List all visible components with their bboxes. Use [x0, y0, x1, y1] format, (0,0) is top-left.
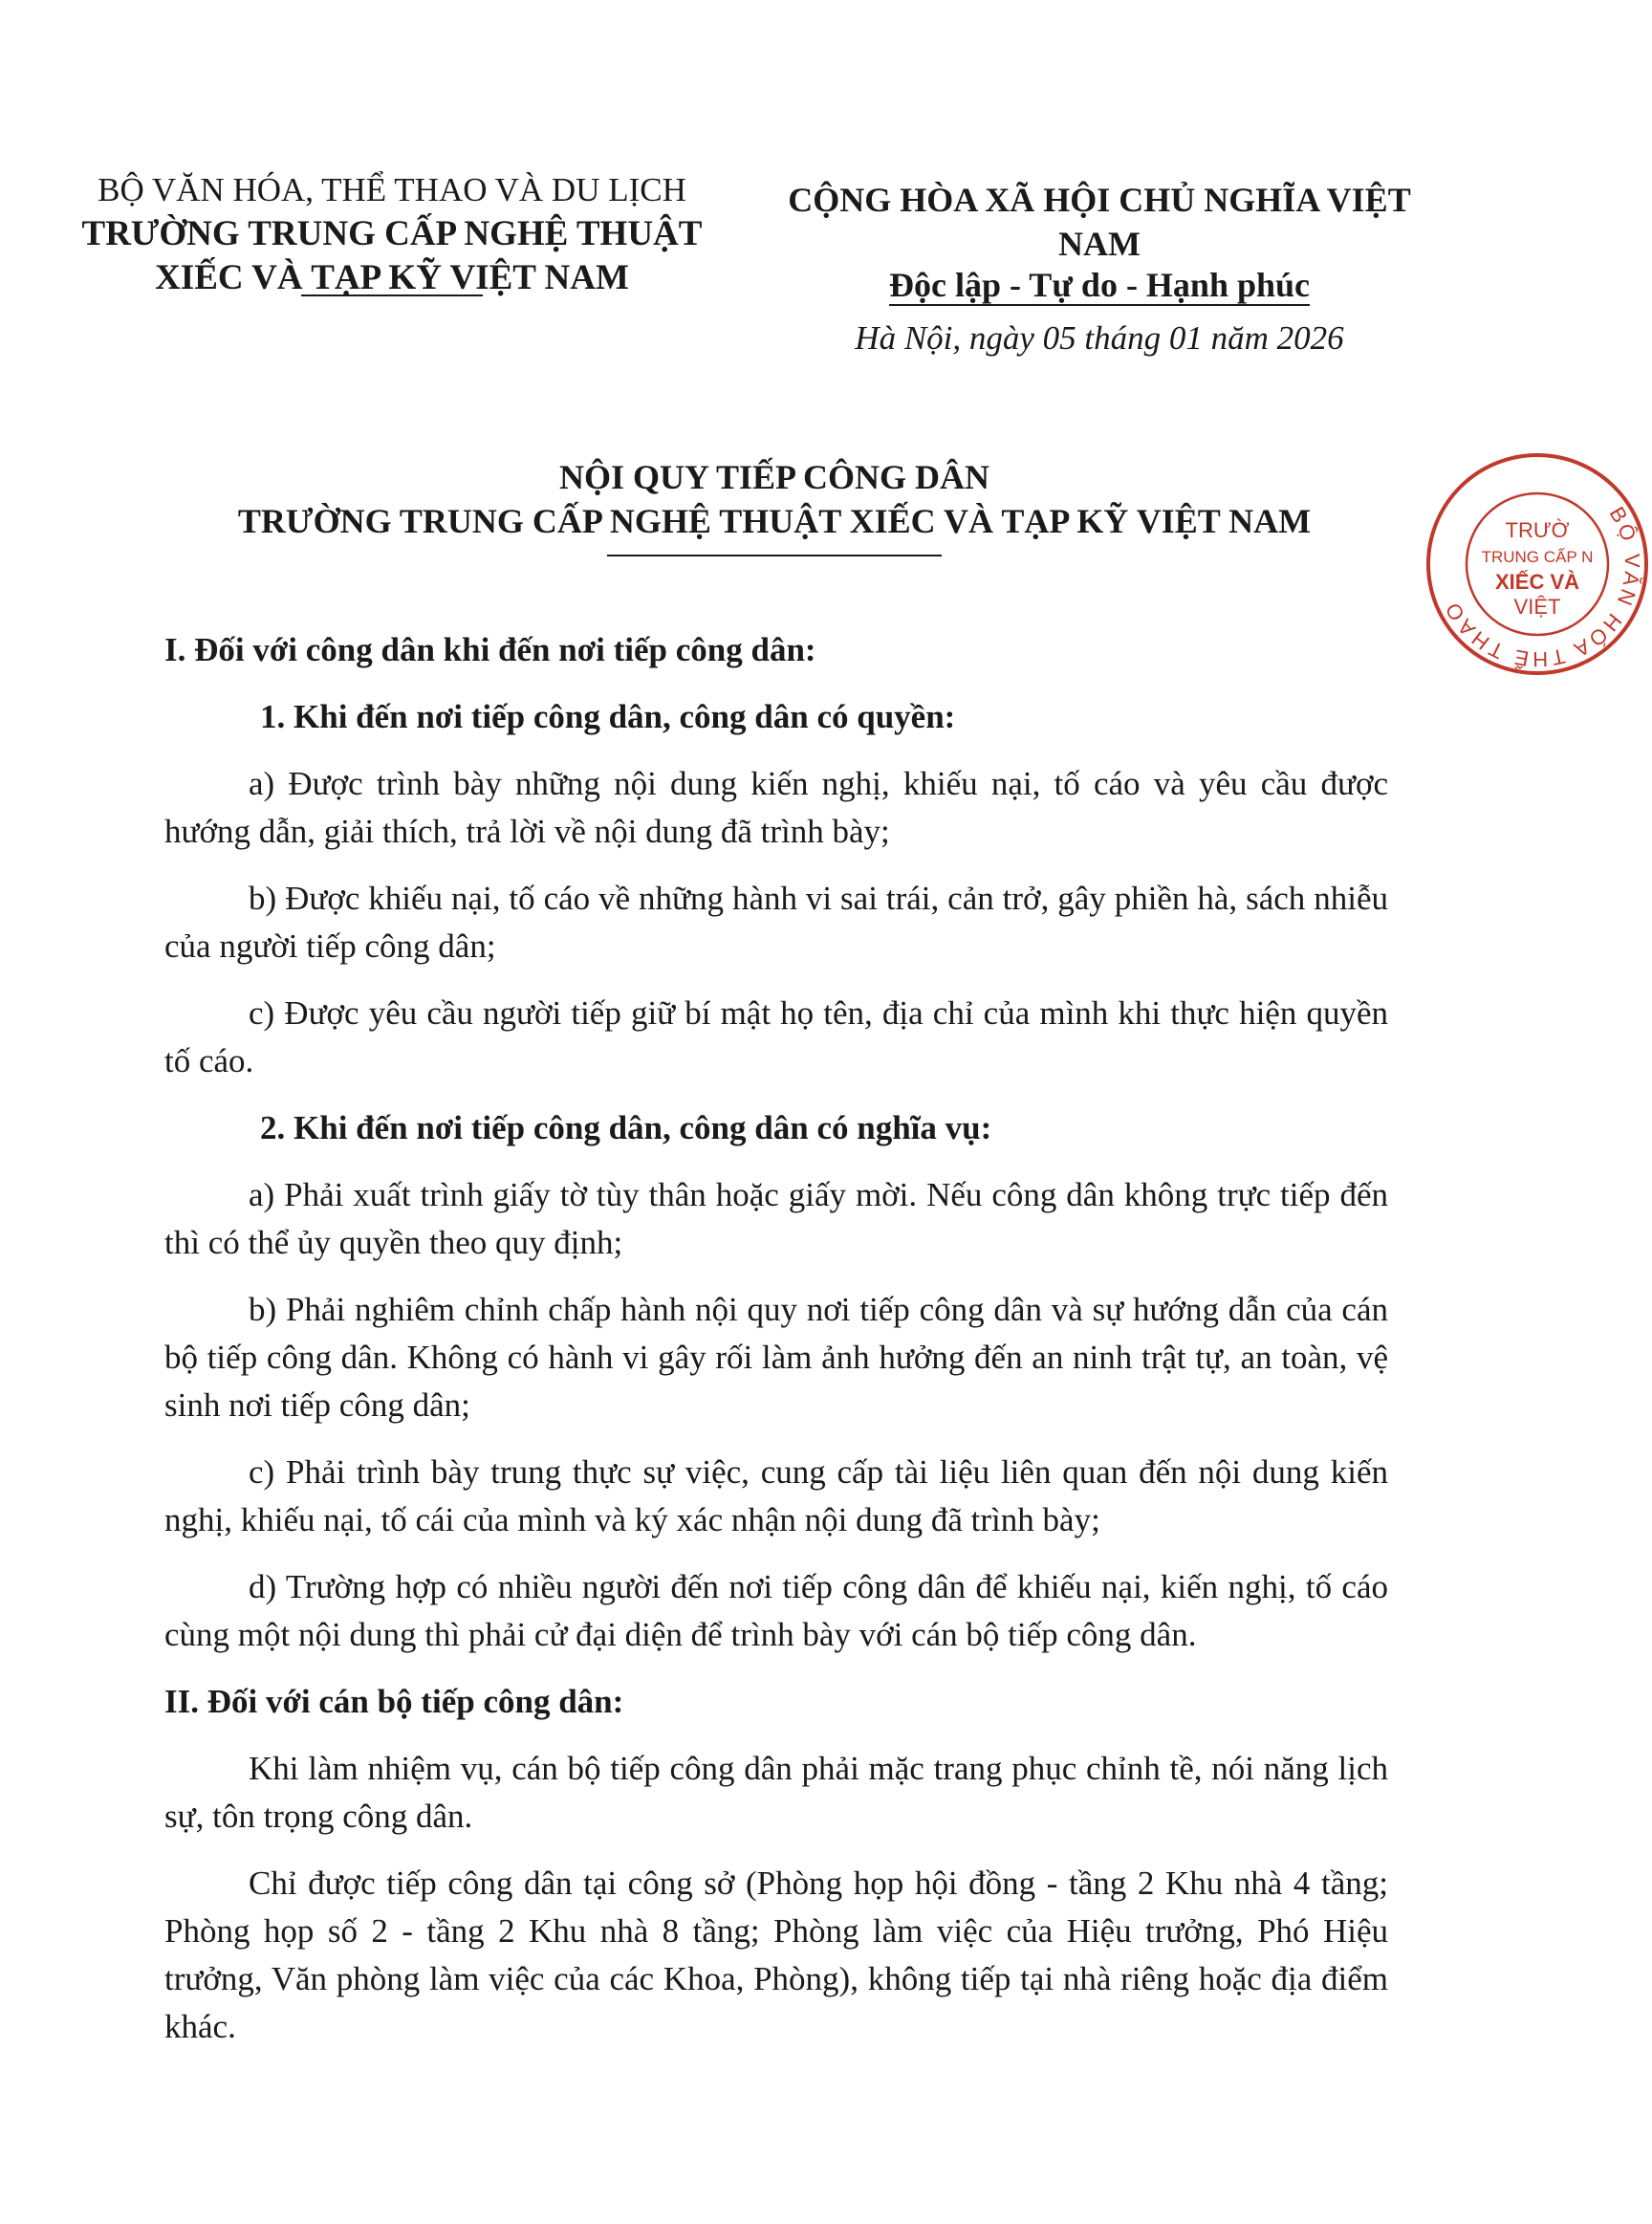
duties-item-a: a) Phải xuất trình giấy tờ tùy thân hoặc giấy mời. Nếu công dân không trực tiếp đến thì có thể ủy quyền theo quy định;: [164, 1176, 1388, 1261]
section1-sub2-heading: 2. Khi đến nơi tiếp công dân, công dân có nghĩa vụ:: [260, 1109, 992, 1146]
rights-item-c: c) Được yêu cầu người tiếp giữ bí mật họ tên, địa chỉ của mình khi thực hiện quyền tố cáo.: [164, 994, 1388, 1079]
duties-item-d: d) Trường hợp có nhiều người đến nơi tiếp công dân để khiếu nại, kiến nghị, tố cáo cùng một nội dung thì phải cử đại diện để trình bày với cán bộ tiếp công dân.: [164, 1568, 1388, 1653]
section2-paragraph-1: Khi làm nhiệm vụ, cán bộ tiếp công dân phải mặc trang phục chỉnh tề, nói năng lịch sự, tôn trọng công dân.: [164, 1750, 1388, 1835]
national-header: [746, 178, 1453, 315]
section2-heading: II. Đối với cán bộ tiếp công dân:: [164, 1683, 624, 1720]
issuing-agency-header: [57, 168, 727, 296]
section1-sub1-heading: 1. Khi đến nơi tiếp công dân, công dân có quyền:: [260, 698, 956, 735]
duties-item-b: b) Phải nghiêm chỉnh chấp hành nội quy nơi tiếp công dân và sự hướng dẫn của cán bộ tiếp công dân. Không có hành vi gây rối làm ảnh hưởng đến an ninh trật tự, an toàn, vệ sinh nơi tiếp công dân;: [164, 1291, 1388, 1424]
seal-line4: VIỆT: [1513, 595, 1561, 619]
title-line2: TRƯỜNG TRUNG CẤP NGHỆ THUẬT XIẾC VÀ TẠP KỸ VIỆT NAM: [237, 502, 1312, 540]
title-line1: NỘI QUY TIẾP CÔNG DÂN: [558, 458, 990, 496]
school-name-line2: XIẾC VÀ TẠP KỸ VIỆT NAM: [155, 258, 629, 297]
svg-text:BỘ VĂN HÓA THỂ THAO: BỘ VĂN HÓA THỂ THAO: [1439, 502, 1645, 672]
document-title: [172, 455, 1377, 556]
seal-line1: TRƯỜ: [1505, 518, 1570, 542]
seal-line2: TRUNG CẤP N: [1481, 548, 1594, 566]
duties-item-c: c) Phải trình bày trung thực sự việc, cung cấp tài liệu liên quan đến nội dung kiến nghị, khiếu nại, tố cái của mình và ký xác nhận nội dung đã trình bày;: [164, 1453, 1388, 1538]
section1-heading: I. Đối với công dân khi đến nơi tiếp công dân:: [164, 631, 816, 668]
rights-item-a: a) Được trình bày những nội dung kiến nghị, khiếu nại, tố cáo và yêu cầu được hướng dẫn, giải thích, trả lời về nội dung đã trình bày;: [164, 765, 1388, 850]
title-underline: [607, 555, 942, 556]
ministry-name: BỘ VĂN HÓA, THỂ THAO VÀ DU LỊCH: [98, 171, 686, 208]
rights-item-b: b) Được khiếu nại, tố cáo về những hành vi sai trái, cản trở, gây phiền hà, sách nhiễu của người tiếp công dân;: [164, 880, 1388, 965]
national-motto: Độc lập - Tự do - Hạnh phúc: [888, 266, 1311, 304]
official-seal-icon: [1423, 449, 1652, 679]
republic-name: CỘNG HÒA XÃ HỘI CHỦ NGHĨA VIỆT NAM: [788, 181, 1411, 263]
section2-paragraph-2: Chỉ được tiếp công dân tại công sở (Phòng họp hội đồng - tầng 2 Khu nhà 4 tầng; Phòng họp số 2 - tầng 2 Khu nhà 8 tầng; Phòng làm việc của Hiệu trưởng, Phó Hiệu trưởng, Văn phòng làm việc của các Khoa, Phòng), không tiếp tại nhà riêng hoặc địa điểm khác.: [164, 1864, 1388, 2045]
issue-date: Hà Nội, ngày 05 tháng 01 năm 2026: [855, 319, 1344, 357]
school-name-line1: TRƯỜNG TRUNG CẤP NGHỆ THUẬT: [81, 214, 703, 253]
seal-line3: XIẾC VÀ: [1494, 570, 1580, 594]
document-body: [164, 626, 1388, 2070]
